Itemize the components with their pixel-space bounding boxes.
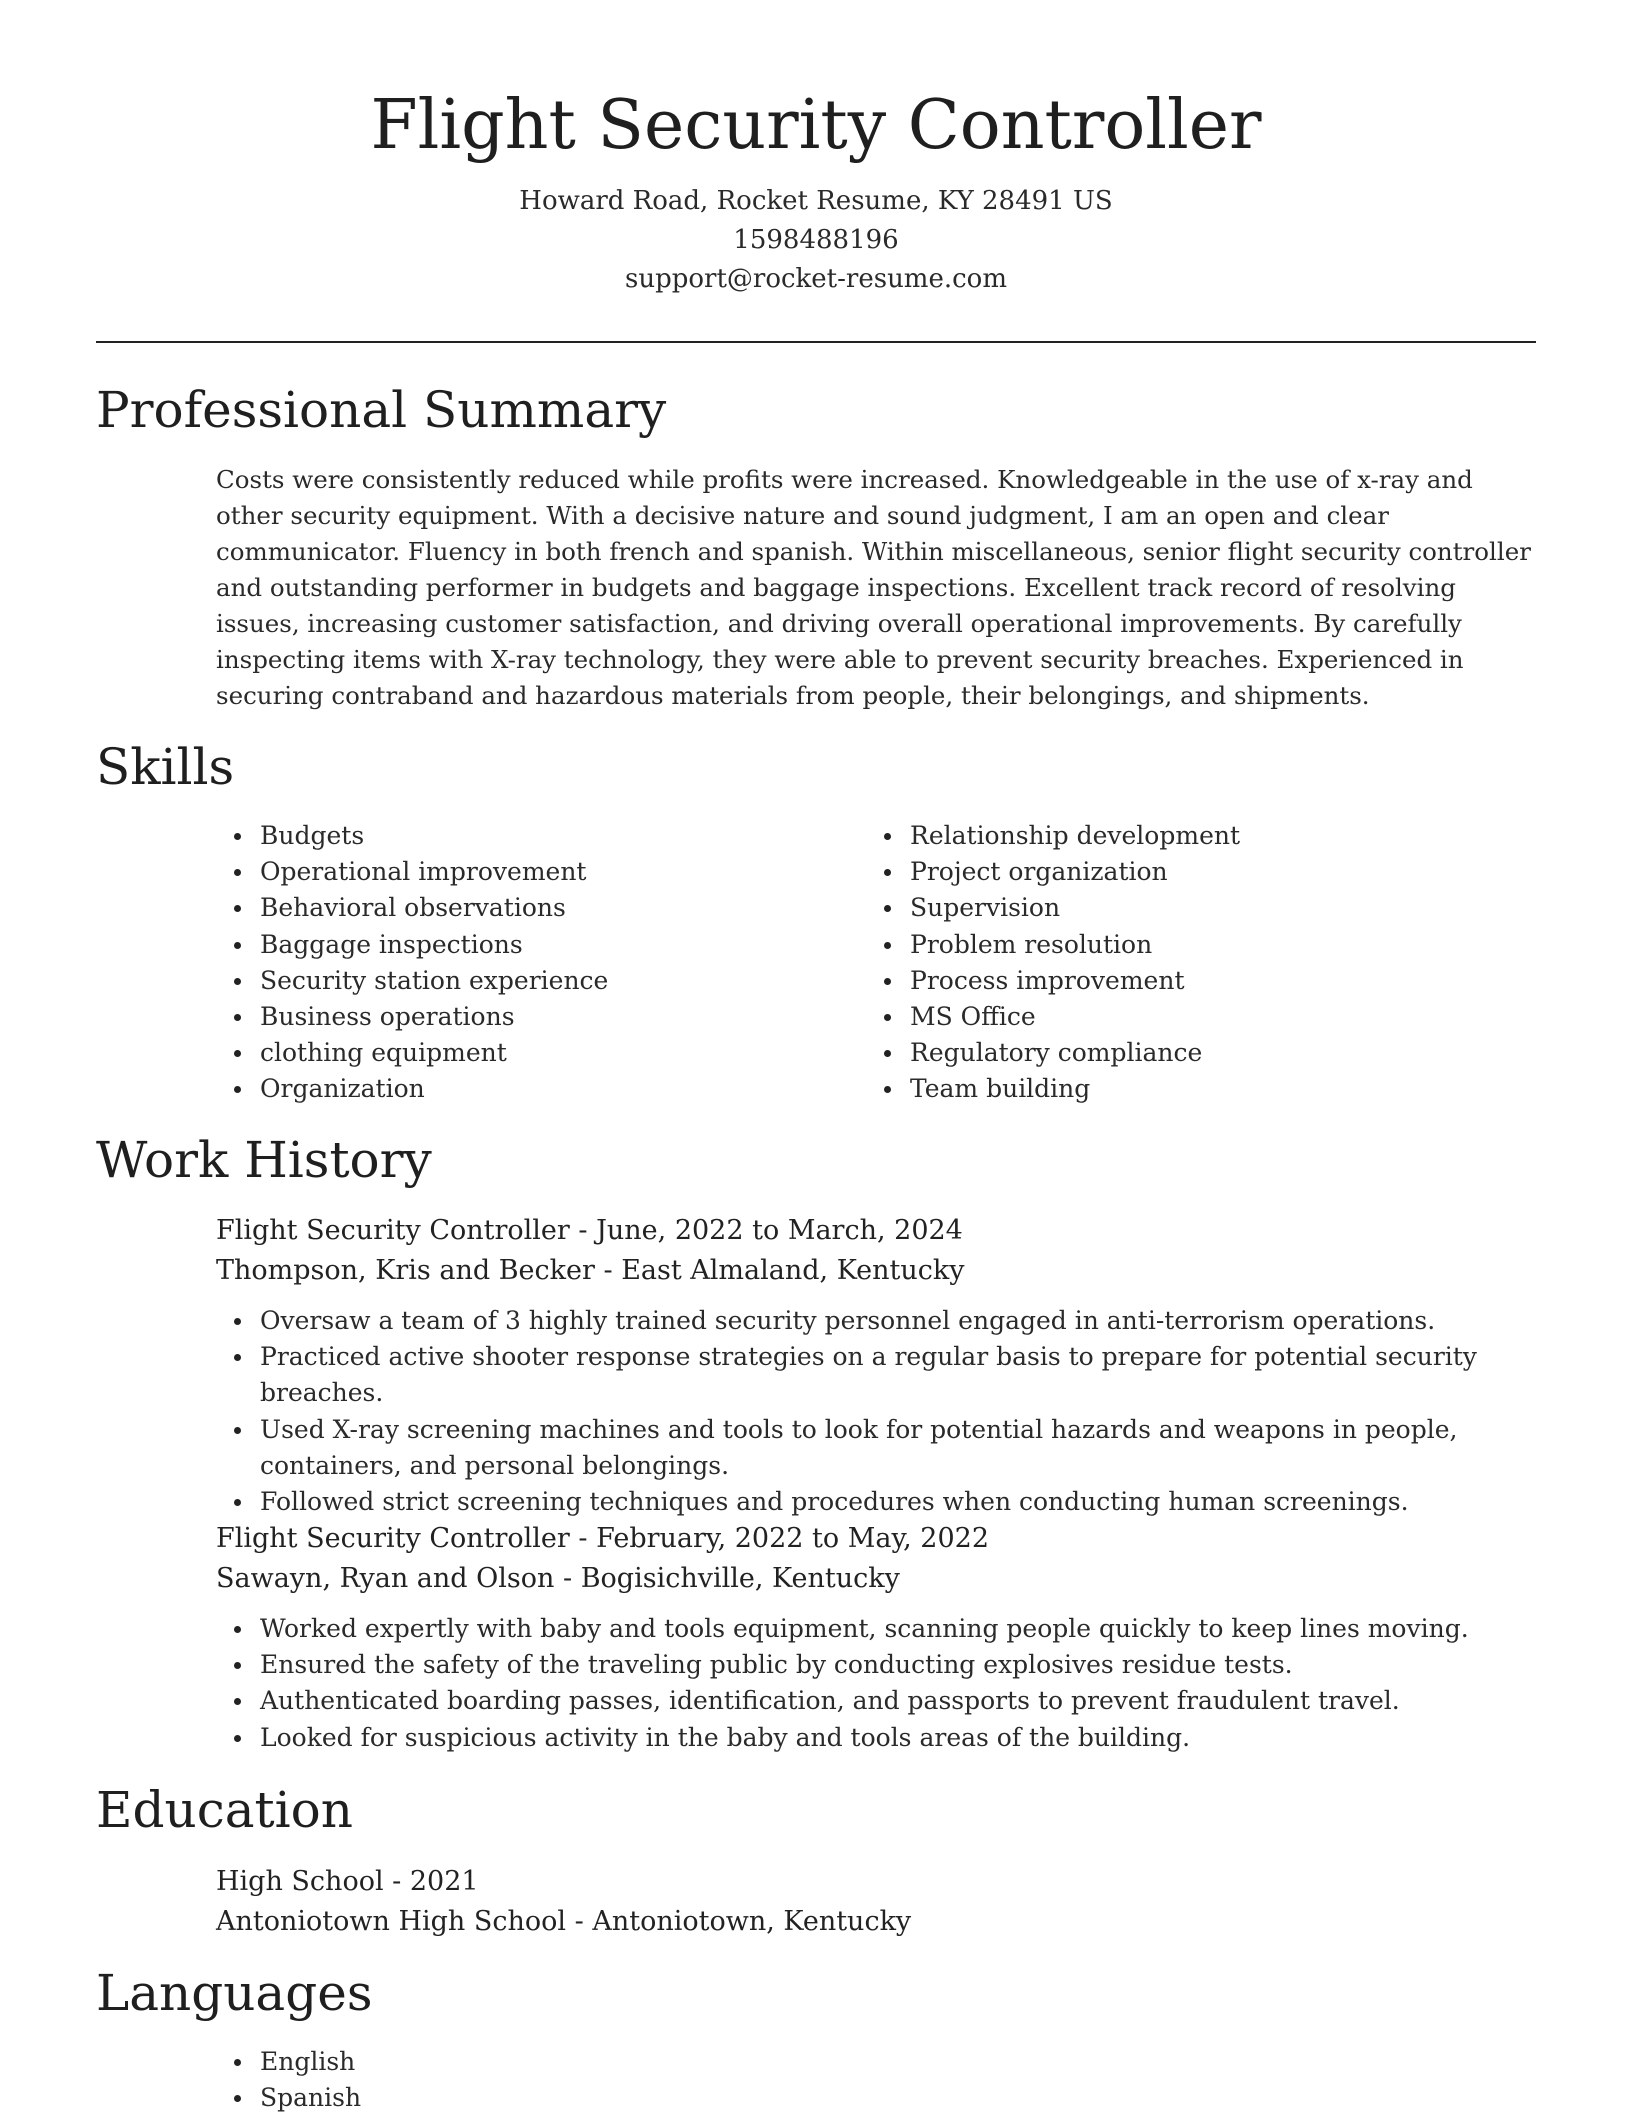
section-title-summary: Professional Summary (96, 381, 667, 439)
job-role: Flight Security Controller (216, 1523, 570, 1554)
skill-item: Regulatory compliance (910, 1035, 1486, 1071)
education-degree-line (216, 1862, 1536, 1902)
job-title-line (216, 1519, 1536, 1559)
skills-column-left (216, 818, 836, 1108)
phone: 1598488196 (733, 225, 899, 255)
candidate-name: Flight Security Controller (370, 86, 1262, 165)
skills-list-left (216, 818, 836, 1108)
skill-item: Process improvement (910, 963, 1486, 999)
skill-item: Project organization (910, 854, 1486, 890)
job-location: - Bogisichville, Kentucky (554, 1563, 900, 1594)
job-company-line (216, 1559, 1536, 1599)
job-company: Thompson, Kris and Becker (216, 1255, 595, 1286)
job-location: - East Almaland, Kentucky (594, 1255, 965, 1286)
contact-info (0, 182, 1632, 299)
education-location: - Antoniotown, Kentucky (566, 1906, 912, 1937)
education-school: Antoniotown High School (216, 1906, 567, 1937)
job-bullets (216, 1611, 1536, 1756)
skills-column-right (866, 818, 1486, 1108)
education-entry (216, 1862, 1536, 1942)
skill-item: Organization (260, 1071, 836, 1107)
job-bullet: Used X-ray screening machines and tools to look for potential hazards and weapons in people, containers, and personal belongings. (260, 1412, 1536, 1484)
section-title-education: Education (96, 1781, 353, 1839)
skill-item: MS Office (910, 999, 1486, 1035)
languages-entry (216, 2044, 1536, 2116)
skill-item: Operational improvement (260, 854, 836, 890)
skill-item: Security station experience (260, 963, 836, 999)
job-entry (216, 1211, 1536, 1520)
education-year: - 2021 (383, 1866, 479, 1897)
language-item: Spanish (260, 2080, 1536, 2116)
summary-text: Costs were consistently reduced while profits were increased. Knowledgeable in the use of x-ray and other security equipment. With a decisive nature and sound judgment, I am an open and clear communicator. Fluency in both french and spanish. Within miscellaneous, senior flight security controller and outstanding performer in budgets and baggage inspections. Excellent track record of resolving issues, increasing customer satisfaction, and driving overall operational improvements. By carefully inspecting items with X-ray technology, they were able to prevent security breaches. Experienced in securing contraband and hazardous materials from people, their belongings, and shipments. (216, 465, 1531, 710)
skill-item: Budgets (260, 818, 836, 854)
job-bullet: Practiced active shooter response strategies on a regular basis to prepare for potential security breaches. (260, 1339, 1536, 1411)
skills-list-right (866, 818, 1486, 1108)
job-company: Sawayn, Ryan and Olson (216, 1563, 555, 1594)
skill-item: clothing equipment (260, 1035, 836, 1071)
section-title-skills: Skills (96, 738, 235, 796)
address: Howard Road, Rocket Resume, KY 28491 US (519, 186, 1113, 216)
skill-item: Business operations (260, 999, 836, 1035)
language-item: English (260, 2044, 1536, 2080)
job-dates: - February, 2022 to May, 2022 (569, 1523, 990, 1554)
job-role: Flight Security Controller (216, 1215, 570, 1246)
job-bullet: Followed strict screening techniques and procedures when conducting human screenings. (260, 1484, 1536, 1520)
education-degree: High School (216, 1866, 384, 1897)
job-bullets (216, 1303, 1536, 1520)
resume-header (0, 0, 1632, 299)
education-school-line (216, 1902, 1536, 1942)
skill-item: Behavioral observations (260, 890, 836, 926)
skill-item: Team building (910, 1071, 1486, 1107)
email: support@rocket-resume.com (624, 264, 1007, 294)
job-dates: - June, 2022 to March, 2024 (569, 1215, 963, 1246)
skill-item: Baggage inspections (260, 927, 836, 963)
job-title-line (216, 1211, 1536, 1251)
skill-item: Problem resolution (910, 927, 1486, 963)
job-bullet: Oversaw a team of 3 highly trained security personnel engaged in anti-terrorism operations. (260, 1303, 1536, 1339)
section-title-work: Work History (96, 1131, 432, 1189)
job-entry (216, 1519, 1536, 1756)
job-bullet: Worked expertly with baby and tools equipment, scanning people quickly to keep lines moving. (260, 1611, 1536, 1647)
section-title-languages: Languages (96, 1964, 373, 2022)
skill-item: Supervision (910, 890, 1486, 926)
job-bullet: Looked for suspicious activity in the baby and tools areas of the building. (260, 1720, 1536, 1756)
header-divider (96, 341, 1536, 343)
job-bullet: Authenticated boarding passes, identification, and passports to prevent fraudulent travel. (260, 1683, 1536, 1719)
job-bullet: Ensured the safety of the traveling public by conducting explosives residue tests. (260, 1647, 1536, 1683)
languages-list (216, 2044, 1536, 2116)
job-company-line (216, 1251, 1536, 1291)
skill-item: Relationship development (910, 818, 1486, 854)
